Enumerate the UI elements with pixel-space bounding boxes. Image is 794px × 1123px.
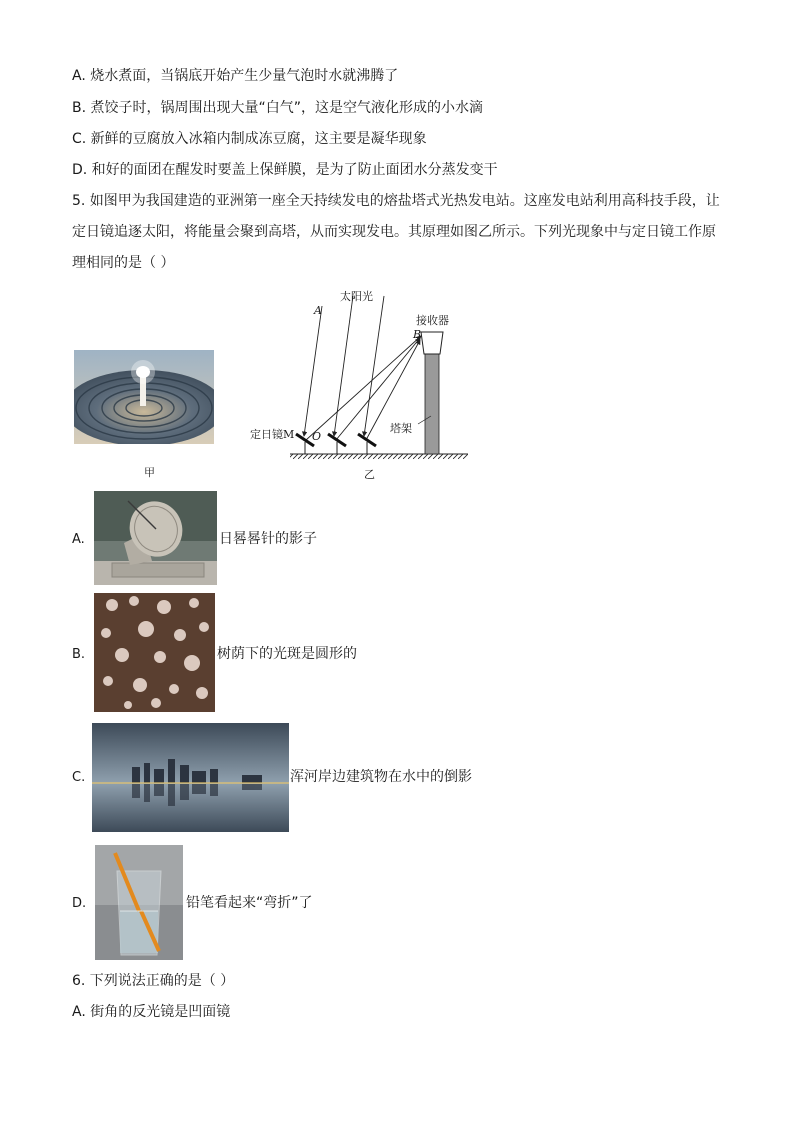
- heliostat-diagram: [248, 284, 474, 466]
- q5-stem-line-2: 定日镜追逐太阳，将能量会聚到高塔，从而实现发电。其原理如图乙所示。下列光现象中与定日镜工作原: [72, 224, 716, 240]
- q4-option-d: D. 和好的面团在醒发时要盖上保鲜膜，是为了防止面团水分蒸发变干: [72, 162, 498, 178]
- option-b-text: 树荫下的光斑是圆形的: [217, 646, 357, 662]
- tower-label: 塔架: [390, 422, 412, 435]
- option-c-label: C.: [72, 770, 86, 785]
- point-b-label: B: [413, 328, 422, 341]
- sunlight-label: 太阳光: [340, 290, 373, 303]
- figure-yi-caption: 乙: [364, 468, 375, 481]
- option-a-text: 日晷晷针的影子: [219, 531, 317, 547]
- point-a-label: A: [314, 304, 322, 317]
- q4-option-c: C. 新鲜的豆腐放入冰箱内制成冻豆腐，这主要是凝华现象: [72, 131, 427, 147]
- q5-stem-line-3: 理相同的是（ ）: [72, 255, 175, 271]
- q4-option-a: A. 烧水煮面，当锅底开始产生少量气泡时水就沸腾了: [72, 68, 399, 84]
- pencil-in-glass-photo: [95, 845, 183, 960]
- q5-stem-line-1: 5. 如图甲为我国建造的亚洲第一座全天持续发电的熔盐塔式光热发电站。这座发电站利用高科技手段，让: [72, 193, 720, 209]
- option-a-label: A.: [72, 532, 85, 547]
- river-reflection-photo: [92, 723, 289, 832]
- option-d-text: 铅笔看起来“弯折”了: [186, 895, 313, 911]
- mirror-label: 定日镜M: [250, 428, 295, 441]
- light-spots-photo: [94, 593, 215, 712]
- figure-jia-caption: 甲: [144, 466, 155, 479]
- solar-station-photo: [74, 350, 214, 444]
- option-b-label: B.: [72, 647, 86, 662]
- q4-option-b: B. 煮饺子时，锅周围出现大量“白气”，这是空气液化形成的小水滴: [72, 100, 484, 116]
- option-d-label: D.: [72, 896, 87, 911]
- option-c-text: 浑河岸边建筑物在水中的倒影: [290, 769, 472, 785]
- point-o-label: O: [312, 430, 322, 443]
- q6-option-a: A. 街角的反光镜是凹面镜: [72, 1004, 231, 1020]
- receiver-label: 接收器: [416, 314, 449, 327]
- sundial-photo: [94, 491, 217, 585]
- q6-stem: 6. 下列说法正确的是（ ）: [72, 973, 235, 989]
